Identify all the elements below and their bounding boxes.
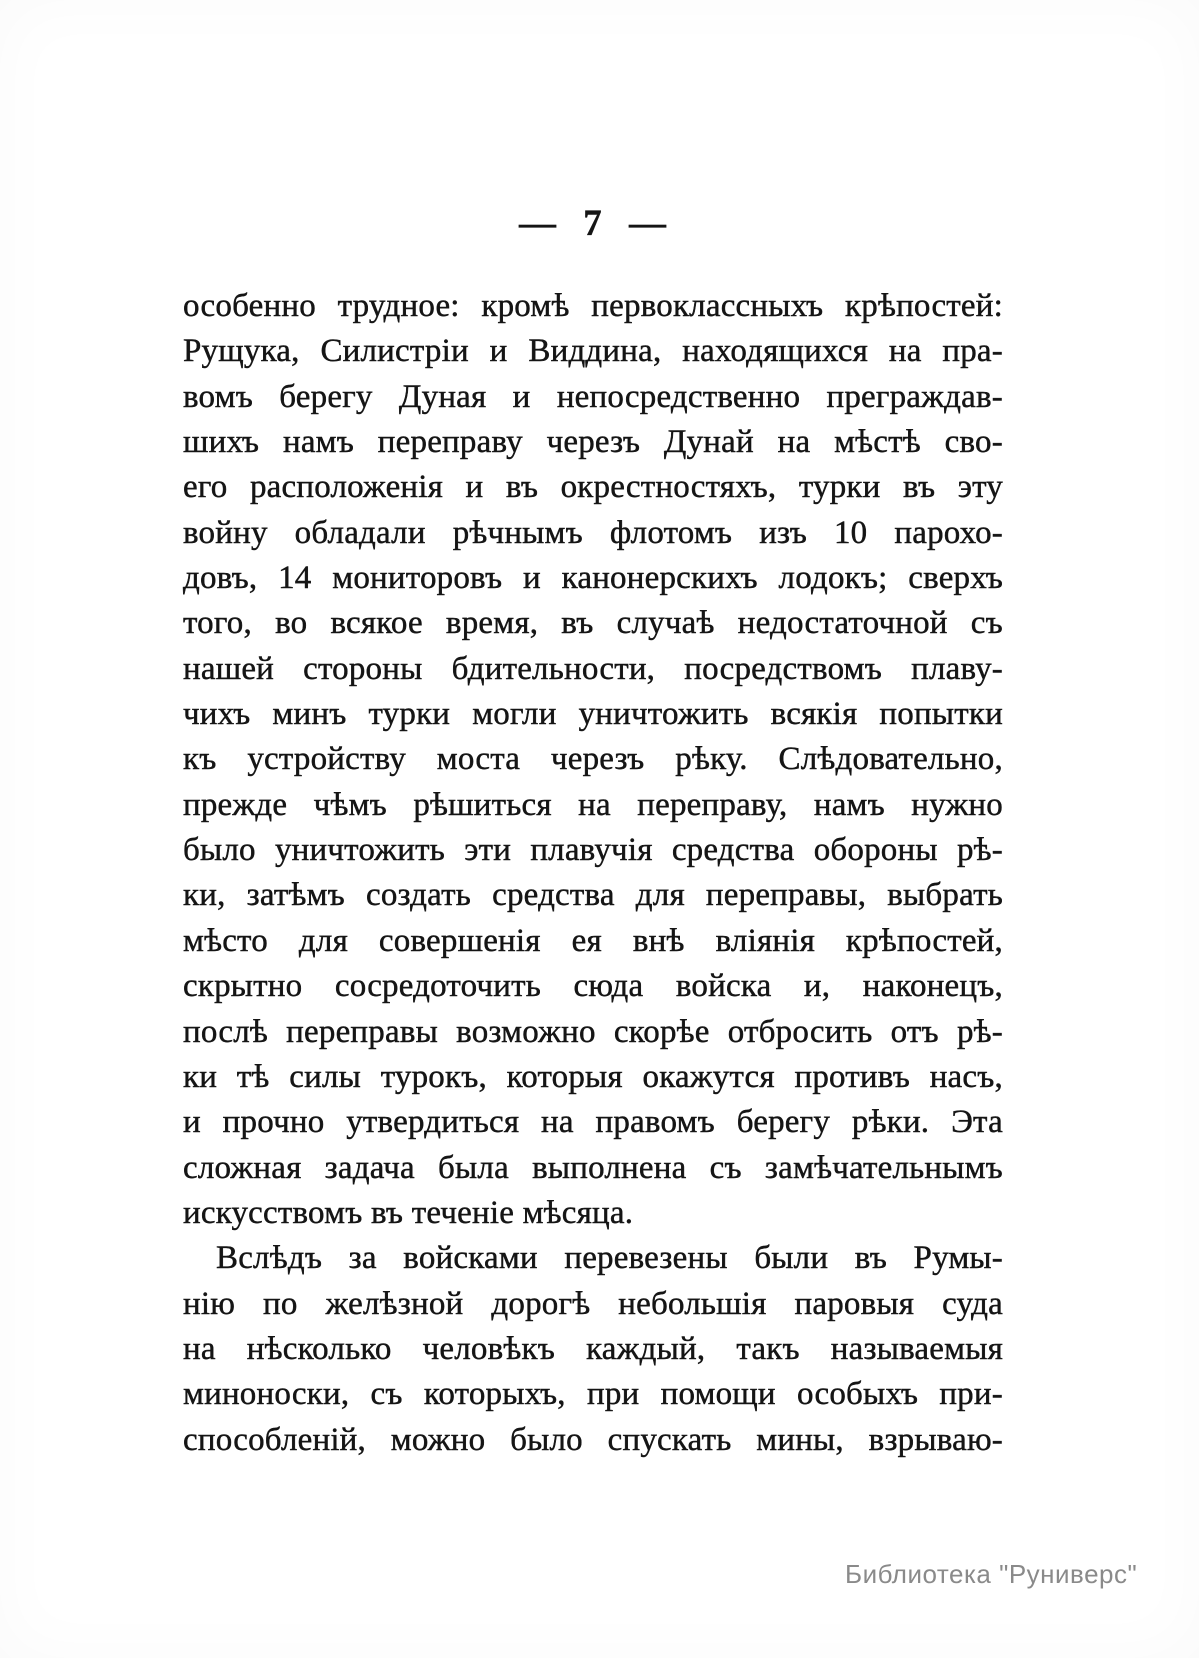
text-line: къ устройству моста черезъ рѣку. Слѣдовательно,: [183, 741, 1003, 778]
text-line: чихъ минъ турки могли уничтожить всякія попытки: [183, 696, 1003, 733]
text-line: Рущука, Силистріи и Виддина, находящихся на пра-: [183, 333, 1003, 370]
text-line: было уничтожить эти плавучія средства обороны рѣ-: [183, 832, 1003, 869]
text-line: его расположенія и въ окрестностяхъ, турки въ эту: [183, 469, 1003, 506]
text-line: войну обладали рѣчнымъ флотомъ изъ 10 парохо-: [183, 514, 1003, 551]
text-line: миноноски, съ которыхъ, при помощи особыхъ при-: [183, 1376, 1003, 1413]
text-line: скрытно сосредоточить сюда войска и, наконецъ,: [183, 968, 1003, 1005]
text-line: вомъ берегу Дуная и непосредственно преграждав-: [183, 378, 1003, 415]
text-line: ки, затѣмъ создать средства для переправы, выбрать: [183, 877, 1003, 914]
text-line: искусствомъ въ теченіе мѣсяца.: [183, 1194, 634, 1231]
page-number: — 7 —: [519, 203, 667, 244]
text-line: Вслѣдъ за войсками перевезены были въ Румы-: [216, 1240, 1003, 1277]
text-line: того, во всякое время, въ случаѣ недостаточной съ: [183, 605, 1003, 642]
body-text: [183, 288, 1003, 1467]
text-line: особенно трудное: кромѣ первоклассныхъ крѣпостей:: [183, 288, 1003, 324]
text-line: послѣ переправы возможно скорѣе отбросить отъ рѣ-: [183, 1013, 1003, 1050]
text-line: довъ, 14 мониторовъ и канонерскихъ лодокъ; сверхъ: [183, 560, 1003, 597]
text-line: нію по желѣзной дорогѣ небольшія паровыя суда: [183, 1285, 1003, 1322]
text-line: на нѣсколько человѣкъ каждый, такъ называемыя: [183, 1330, 1003, 1367]
text-line: способленій, можно было спускать мины, взрываю-: [183, 1421, 1003, 1458]
text-line: мѣсто для совершенія ея внѣ вліянія крѣпостей,: [183, 922, 1003, 959]
text-line: шихъ намъ переправу черезъ Дунай на мѣстѣ сво-: [183, 424, 1003, 461]
text-line: сложная задача была выполнена съ замѣчательнымъ: [183, 1149, 1003, 1186]
text-line: нашей стороны бдительности, посредствомъ плаву-: [183, 650, 1003, 687]
text-line: и прочно утвердиться на правомъ берегу рѣки. Эта: [183, 1104, 1003, 1141]
text-line: прежде чѣмъ рѣшиться на переправу, намъ нужно: [183, 786, 1003, 823]
text-line: ки тѣ силы турокъ, которыя окажутся противъ насъ,: [183, 1058, 1003, 1095]
watermark: Библиотека "Руниверс": [845, 1559, 1138, 1589]
